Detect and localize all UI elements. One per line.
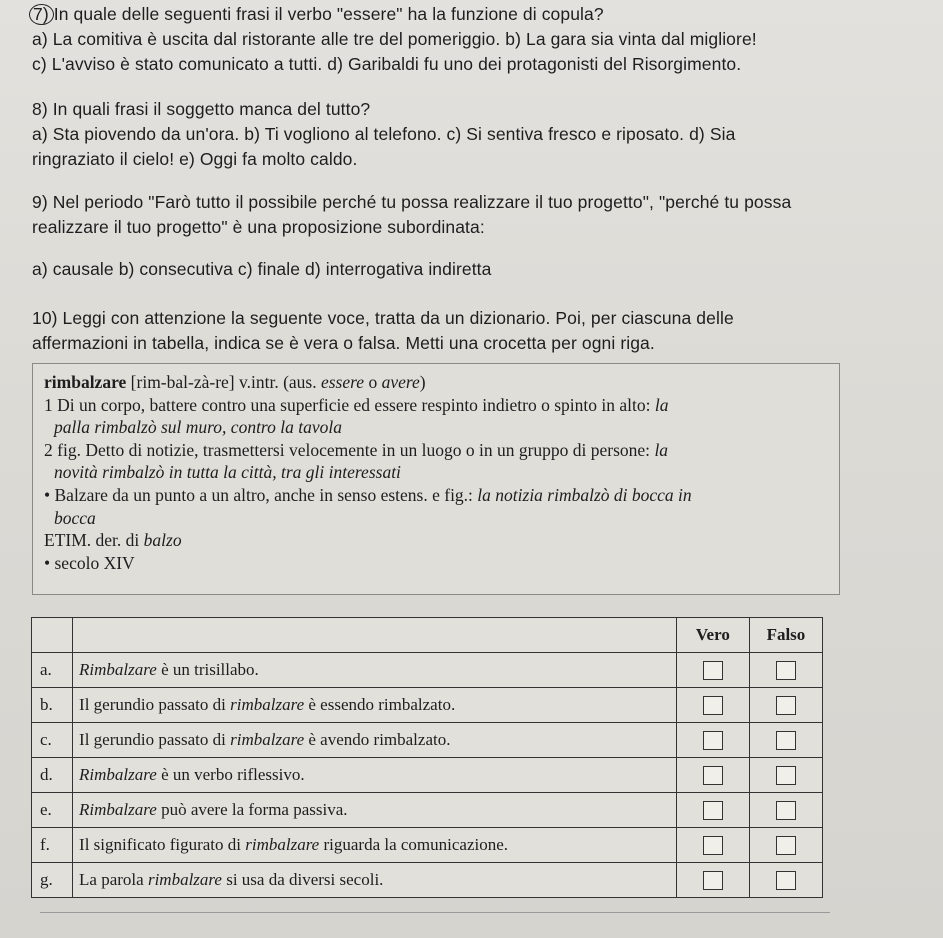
- true-checkbox[interactable]: [703, 661, 723, 680]
- table-row: [32, 793, 823, 828]
- question-9-options-text: a) causale b) consecutiva c) finale d) interrogativa indiretta: [32, 259, 492, 279]
- statement-rest: è un verbo riflessivo.: [156, 765, 305, 784]
- header-true: Vero: [676, 618, 749, 653]
- statement-pre: La parola: [79, 870, 148, 889]
- row-letter: g.: [32, 863, 73, 898]
- false-checkbox[interactable]: [776, 836, 796, 855]
- table-row: [32, 653, 823, 688]
- table-row: [32, 828, 823, 863]
- false-cell: [749, 793, 822, 828]
- dictionary-def3-example-line: [44, 507, 827, 530]
- dictionary-def3-text: • Balzare da un punto a un altro, anche in senso estens. e fig.:: [44, 484, 478, 505]
- statement-word: rimbalzare: [230, 730, 305, 749]
- dictionary-definition-1: [44, 394, 827, 417]
- statement-rest: può avere la forma passiva.: [156, 800, 348, 819]
- false-checkbox[interactable]: [776, 871, 796, 890]
- dictionary-headline: [44, 371, 827, 394]
- false-cell: [749, 863, 822, 898]
- dictionary-def1-text: 1 Di un corpo, battere contro una superficie ed essere respinto indietro o spinto in alto:: [44, 394, 655, 415]
- dictionary-etymology: [44, 529, 827, 552]
- dictionary-definition-2: [44, 439, 827, 462]
- statement-post: è essendo rimbalzato.: [304, 695, 456, 714]
- statement-pre: Il gerundio passato di: [79, 695, 231, 714]
- dictionary-def3-example-a: la notizia rimbalzò di bocca in: [477, 484, 692, 505]
- question-10-prompt-1: 10) Leggi con attenzione la seguente voce, tratta da un dizionario. Poi, per ciascuna delle: [32, 308, 734, 328]
- true-checkbox[interactable]: [703, 766, 723, 785]
- true-cell: [676, 793, 749, 828]
- true-checkbox[interactable]: [703, 801, 723, 820]
- dictionary-headword: rimbalzare: [44, 372, 127, 392]
- question-8-prompt: 8) In quali frasi il soggetto manca del tutto?: [32, 99, 371, 119]
- question-8: [32, 97, 925, 172]
- dictionary-pronunciation: [rim-bal-zà-re] v.intr. (aus.: [130, 372, 321, 392]
- true-cell: [676, 828, 749, 863]
- false-cell: [749, 723, 822, 758]
- false-cell: [749, 688, 822, 723]
- false-checkbox[interactable]: [776, 661, 796, 680]
- statement-post: è avendo rimbalzato.: [304, 730, 451, 749]
- true-cell: [676, 653, 749, 688]
- dictionary-def1-example-a: la: [654, 394, 669, 415]
- question-9-prompt-1: 9) Nel periodo "Farò tutto il possibile perché tu possa realizzare il tuo progetto", "perché tu possa: [32, 192, 792, 212]
- row-statement: [73, 723, 677, 758]
- true-cell: [676, 723, 749, 758]
- question-9: [32, 190, 925, 240]
- dictionary-def1-example-b: palla rimbalzò sul muro, contro la tavola: [54, 417, 342, 438]
- true-checkbox[interactable]: [703, 696, 723, 715]
- statement-post: si usa da diversi secoli.: [221, 870, 384, 889]
- true-checkbox[interactable]: [703, 731, 723, 750]
- row-statement: [73, 828, 677, 863]
- false-cell: [749, 758, 822, 793]
- table-row: [32, 758, 823, 793]
- header-empty-statement: [73, 618, 677, 653]
- true-cell: [676, 758, 749, 793]
- statement-rest: è un trisillabo.: [156, 660, 259, 679]
- question-10: [32, 306, 925, 356]
- table-row: [32, 863, 823, 898]
- row-statement: [73, 863, 677, 898]
- bottom-rule: [40, 912, 830, 913]
- statement-word: rimbalzare: [230, 695, 305, 714]
- dictionary-aux-or: o: [364, 372, 382, 392]
- dictionary-def2-example-b: novità rimbalzò in tutta la città, tra gli interessati: [54, 462, 401, 483]
- table-row: [32, 688, 823, 723]
- statement-word: Rimbalzare: [79, 660, 157, 679]
- false-cell: [749, 828, 822, 863]
- dictionary-def2-example-a: la: [654, 439, 669, 460]
- false-checkbox[interactable]: [776, 766, 796, 785]
- question-7-options-1: a) La comitiva è uscita dal ristorante alle tre del pomeriggio. b) La gara sia vinta dal migliore!: [32, 29, 757, 49]
- dictionary-definition-3: [44, 484, 827, 507]
- dictionary-def3-example-b: bocca: [54, 507, 96, 528]
- row-statement: [73, 793, 677, 828]
- question-7: [32, 2, 925, 77]
- question-7-options-2: c) L'avviso è stato comunicato a tutti. d) Garibaldi fu uno dei protagonisti del Risorgimento.: [32, 54, 742, 74]
- row-statement: [73, 688, 677, 723]
- dictionary-def2-text: 2 fig. Detto di notizie, trasmettersi velocemente in un luogo o in un gruppo di persone:: [44, 439, 655, 460]
- statement-word: rimbalzare: [147, 870, 222, 889]
- dictionary-entry: [32, 363, 840, 595]
- statement-pre: Il significato figurato di: [79, 835, 246, 854]
- header-empty-letter: [32, 618, 73, 653]
- question-9-prompt-2: realizzare il tuo progetto" è una proposizione subordinata:: [32, 217, 485, 237]
- table-row: [32, 723, 823, 758]
- question-7-text: In quale delle seguenti frasi il verbo "essere" ha la funzione di copula?: [53, 4, 604, 24]
- statement-word: rimbalzare: [245, 835, 320, 854]
- row-letter: b.: [32, 688, 73, 723]
- row-letter: a.: [32, 653, 73, 688]
- row-letter: e.: [32, 793, 73, 828]
- question-7-number: 7): [29, 4, 54, 25]
- question-8-options-1: a) Sta piovendo da un'ora. b) Ti vogliono al telefono. c) Si sentiva fresco e riposato. d) Sia: [32, 124, 736, 144]
- dictionary-aux-close: ): [419, 372, 426, 392]
- false-checkbox[interactable]: [776, 696, 796, 715]
- false-checkbox[interactable]: [776, 731, 796, 750]
- dictionary-etym-label: ETIM. der. di: [44, 530, 144, 551]
- header-false: Falso: [749, 618, 822, 653]
- question-7-prompt: [32, 2, 925, 27]
- row-letter: d.: [32, 758, 73, 793]
- dictionary-aux-avere: avere: [381, 372, 420, 392]
- statement-post: riguarda la comunicazione.: [319, 835, 509, 854]
- question-9-options: [32, 257, 925, 282]
- row-letter: c.: [32, 723, 73, 758]
- statement-word: Rimbalzare: [79, 765, 157, 784]
- row-letter: f.: [32, 828, 73, 863]
- dictionary-etym-word: balzo: [143, 530, 182, 551]
- true-cell: [676, 863, 749, 898]
- dictionary-def2-example-line: [44, 461, 827, 484]
- dictionary-century: • secolo XIV: [44, 552, 135, 573]
- false-checkbox[interactable]: [776, 801, 796, 820]
- statement-pre: Il gerundio passato di: [79, 730, 231, 749]
- dictionary-aux-essere: essere: [320, 372, 365, 392]
- true-checkbox[interactable]: [703, 836, 723, 855]
- statement-word: Rimbalzare: [79, 800, 157, 819]
- question-10-prompt-2: affermazioni in tabella, indica se è vera o falsa. Metti una crocetta per ogni riga.: [32, 333, 655, 353]
- dictionary-def1-example-line: [44, 416, 827, 439]
- true-checkbox[interactable]: [703, 871, 723, 890]
- row-statement: [73, 758, 677, 793]
- table-header-row: [32, 618, 823, 653]
- true-false-table: [31, 617, 823, 898]
- question-8-options-2: ringraziato il cielo! e) Oggi fa molto caldo.: [32, 149, 358, 169]
- row-statement: [73, 653, 677, 688]
- false-cell: [749, 653, 822, 688]
- true-cell: [676, 688, 749, 723]
